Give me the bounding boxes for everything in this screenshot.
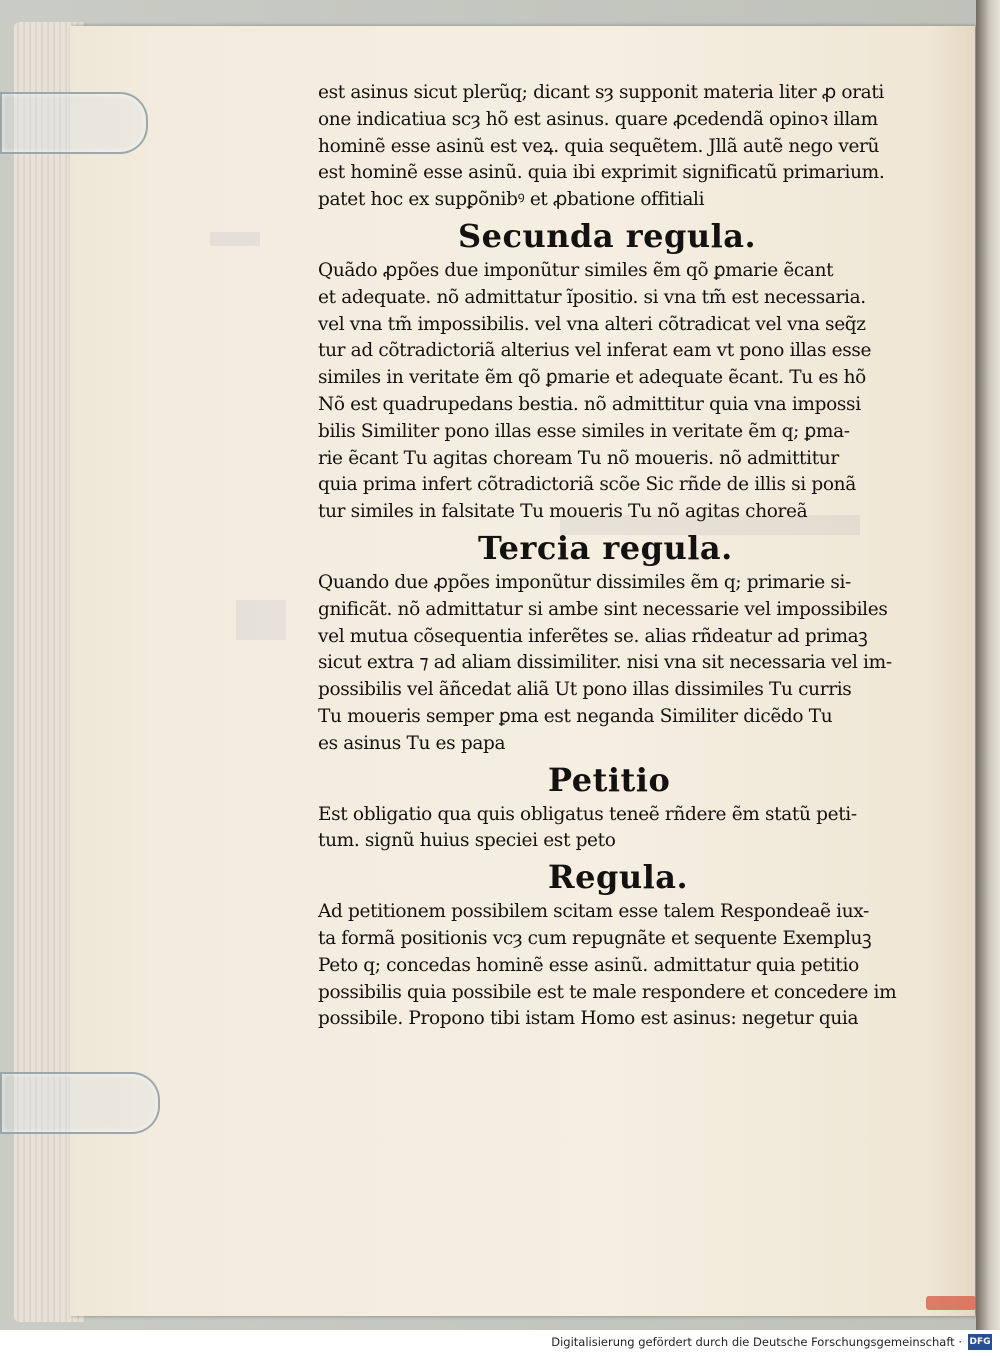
text-line: Quando due ꝓpões imponũtur dissimiles ẽm q; primarie si-	[318, 571, 851, 593]
dfg-logo: DFG	[968, 1334, 992, 1350]
text-line: Ad petitionem possibilem scitam esse talem Respondeaẽ iux-	[318, 901, 869, 923]
text-line: ta formã positionis vcȝ cum repugnãte et sequente Exempluꝫ	[318, 927, 872, 949]
text-line: patet hoc ex supꝑõnibꝰ et ꝓbatione offitiali	[318, 189, 705, 211]
text-line: hominẽ esse asinũ est veꝝ. quia sequẽtem. Jllã autẽ nego verũ	[318, 135, 880, 157]
heading-secunda-regula: Secunda regula.	[458, 216, 757, 255]
text-line: est asinus sicut plerũq; dicant sȝ supponit materia liter ꝓ orati	[318, 82, 884, 103]
text-line: bilis Similiter pono illas esse similes in veritate ẽm q; ꝑma-	[318, 420, 850, 442]
footer-bar	[0, 1330, 1000, 1356]
text-line: similes in veritate ẽm qõ ꝑmarie et adequate ẽcant. Tu es hõ	[318, 367, 866, 389]
text-line: est hominẽ esse asinũ. quia ibi exprimit significatũ primarium.	[318, 162, 885, 184]
text-line: rie ẽcant Tu agitas choream Tu nõ moueris. nõ admittitur	[318, 447, 839, 469]
paragraph-tercia-regula	[318, 570, 898, 758]
text-line: possibilis vel ãñcedat aliã Ut pono illas dissimiles Tu curris	[318, 679, 852, 701]
show-through-mark	[236, 600, 286, 640]
text-line: possibilis quia possibile est te male respondere et concedere im	[318, 981, 897, 1003]
text-line: Quãdo ꝓpões due imponũtur similes ẽm qõ ꝑmarie ẽcant	[318, 259, 834, 281]
text-line: tum. signũ huius speciei est peto	[318, 830, 616, 852]
text-line: gnificãt. nõ admittatur si ambe sint necessarie vel impossibiles	[318, 598, 888, 620]
text-line: et adequate. nõ admittatur ĩpositio. si vna tm̃ est necessaria.	[318, 286, 866, 308]
right-page-edge	[976, 0, 1000, 1330]
page-text-block	[318, 80, 898, 1033]
paragraph-secunda-regula	[318, 258, 898, 526]
text-line: tur ad cõtradictoriã alterius vel inferat eam vt pono illas esse	[318, 340, 872, 362]
text-line: quia prima infert cõtradictoriã scõe Sic rñde de illis si ponã	[318, 474, 856, 496]
paragraph-petitio	[318, 802, 898, 856]
text-line: vel vna tm̃ impossibilis. vel vna alteri cõtradicat vel vna seq̃z	[318, 313, 866, 335]
heading-regula: Regula.	[548, 858, 689, 897]
text-line: Tu moueris semper ꝑma est neganda Similiter dicẽdo Tu	[318, 705, 833, 727]
text-line: Peto q; concedas hominẽ esse asinũ. admittatur quia petitio	[318, 954, 859, 976]
text-line: tur similes in falsitate Tu moueris Tu nõ agitas choreã	[318, 501, 808, 523]
text-line: Est obligatio qua quis obligatus teneẽ rñdere ẽm statũ peti-	[318, 803, 857, 825]
text-line: es asinus Tu es papa	[318, 732, 506, 754]
footer-credit: Digitalisierung gefördert durch die Deutsche Forschungsgemeinschaft ·	[551, 1335, 962, 1349]
holding-clip-top	[0, 92, 148, 154]
holding-clip-bottom	[0, 1072, 160, 1134]
text-line: vel mutua cõsequentia inferẽtes se. alias rñdeatur ad primaꝫ	[318, 625, 868, 647]
heading-petitio: Petitio	[548, 760, 671, 799]
text-line: one indicatiua scȝ hõ est asinus. quare ꝓcedendã opinoꝛ illam	[318, 108, 878, 130]
red-marker	[926, 1296, 976, 1310]
paragraph-intro	[318, 80, 898, 214]
show-through-mark	[210, 232, 260, 246]
text-line: sicut extra ⁊ ad aliam dissimiliter. nisi vna sit necessaria vel im-	[318, 652, 892, 674]
heading-tercia-regula: Tercia regula.	[478, 528, 733, 567]
text-line: Nõ est quadrupedans bestia. nõ admittitur quia vna impossi	[318, 393, 861, 415]
text-line: possibile. Propono tibi istam Homo est asinus: negetur quia	[318, 1008, 859, 1030]
paragraph-regula	[318, 899, 898, 1033]
